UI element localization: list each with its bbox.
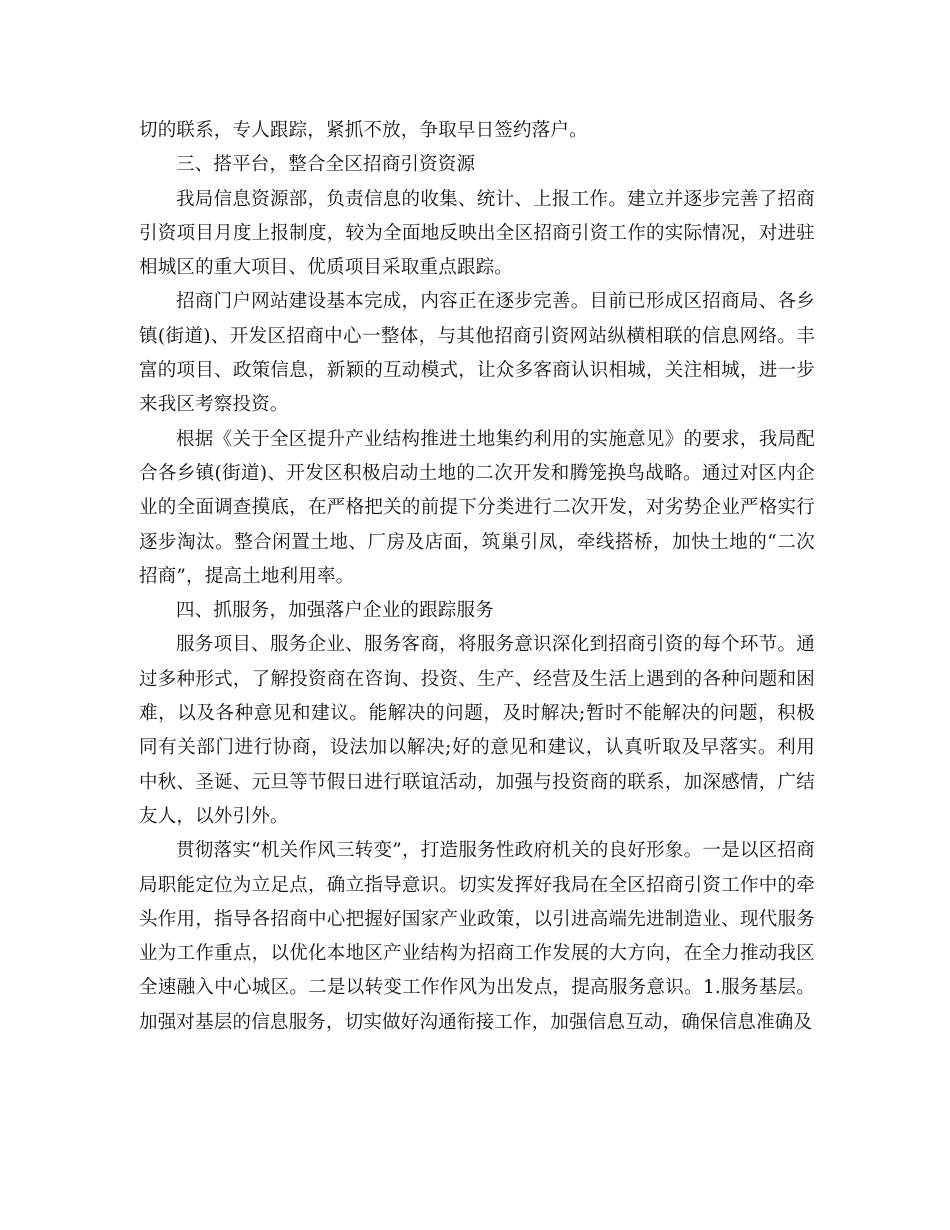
paragraph-5: 根据《关于全区提升产业结构推进土地集约利用的实施意见》的要求，我局配合各乡镇(街道)、开发区积极启动土地的二次开发和腾笼换鸟战略。通过对区内企业的全面调查摸底，在严格把关的前提下分类进行二次开发，对劣势企业严格实行逐步淘汰。整合闲置土地、厂房及店面，筑巢引凤，牵线搭桥，加快土地的“二次招商”，提高土地利用率。: [139, 428, 815, 587]
paragraph-1: 切的联系，专人跟踪，紧抓不放，争取早日签约落户。: [139, 120, 588, 141]
paragraph-4: 招商门户网站建设基本完成，内容正在逐步完善。目前已形成区招商局、各乡镇(街道)、开发区招商中心一整体，与其他招商引资网站纵横相联的信息网络。丰富的项目、政策信息，新颖的互动模式，让众多客商认识相城，关注相城，进一步来我区考察投资。: [139, 291, 815, 416]
paragraph-3: 我局信息资源部，负责信息的收集、统计、上报工作。建立并逐步完善了招商引资项目月度上报制度，较为全面地反映出全区招商引资工作的实际情况，对进驻相城区的重大项目、优质项目采取重点跟踪。: [139, 188, 815, 279]
paragraph-7: 服务项目、服务企业、服务客商，将服务意识深化到招商引资的每个环节。通过多种形式，了解投资商在咨询、投资、生产、经营及生活上遇到的各种问题和困难，以及各种意见和建议。能解决的问题，及时解决;暂时不能解决的问题，积极同有关部门进行协商，设法加以解决;好的意见和建议，认真听取及早落实。利用中秋、圣诞、元旦等节假日进行联谊活动，加强与投资商的联系，加深感情，广结友人，以外引外。: [139, 634, 815, 827]
section-heading-4: 四、抓服务，加强落户企业的跟踪服务: [176, 600, 494, 622]
section-heading-3: 三、搭平台，整合全区招商引资资源: [176, 154, 476, 176]
document-body: [139, 114, 815, 1040]
paragraph-8: 贯彻落实“机关作风三转变”，打造服务性政府机关的良好形象。一是以区招商局职能定位为立足点，确立指导意识。切实发挥好我局在全区招商引资工作中的牵头作用，指导各招商中心把握好国家产业政策，以引进高端先进制造业、现代服务业为工作重点，以优化本地区产业结构为招商工作发展的大方向，在全力推动我区全速融入中心城区。二是以转变工作作风为出发点，提高服务意识。1.服务基层。加强对基层的信息服务，切实做好沟通衔接工作，加强信息互动，确保信息准确及: [139, 840, 815, 1033]
